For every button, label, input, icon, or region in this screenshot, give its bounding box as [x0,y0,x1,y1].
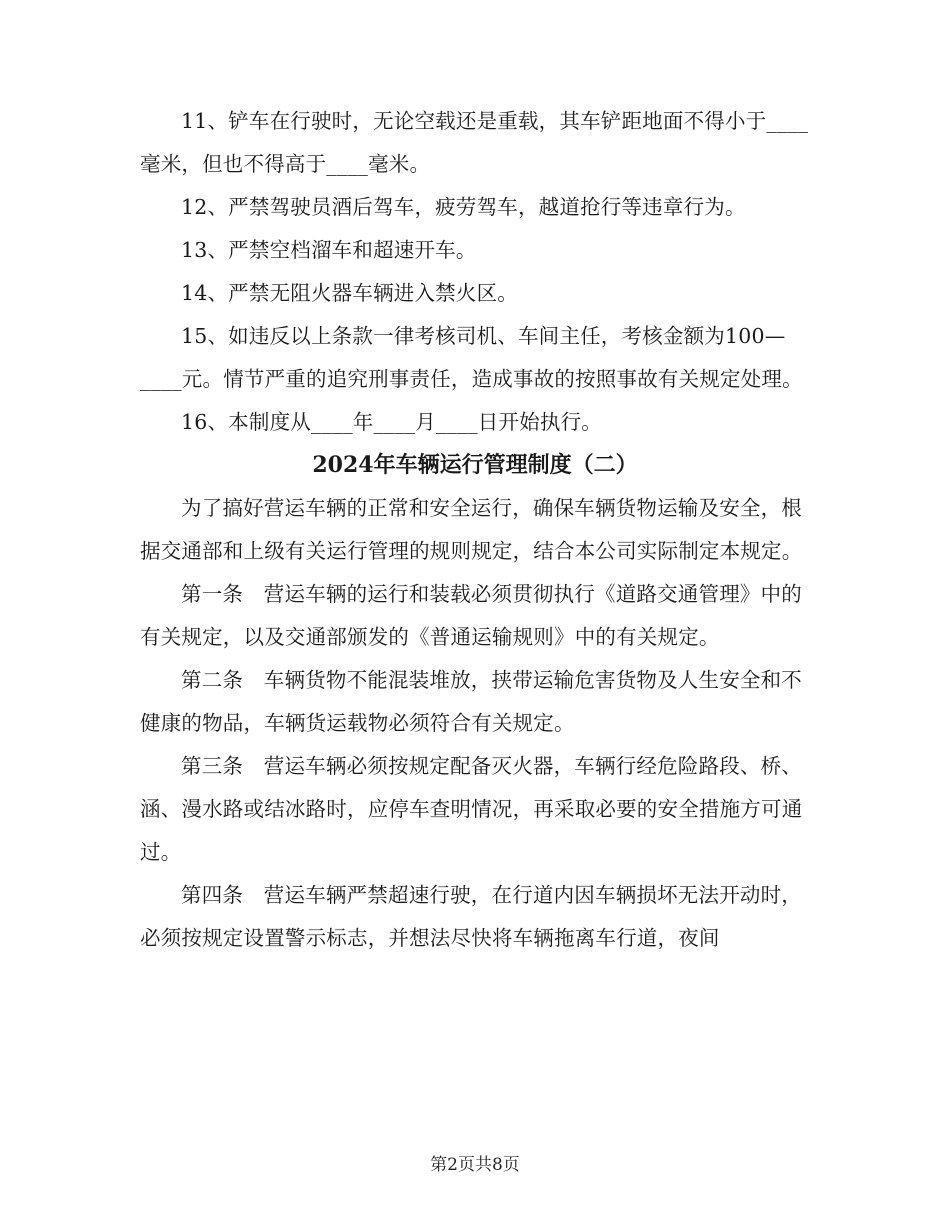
section-title: 2024年车辆运行管理制度（二） [312,452,638,478]
article-paragraph: 第一条 营运车辆的运行和装载必须贯彻执行《道路交通管理》中的有关规定，以及交通部颁发的《普通运输规则》中的有关规定。 [140,582,802,649]
article-paragraph: 第二条 车辆货物不能混装堆放，挟带运输危害货物及人生安全和不健康的物品，车辆货运载物必须符合有关规定。 [140,668,802,735]
list-item: 16、本制度从____年____月____日开始执行。 [181,410,602,434]
list-item: 11、铲车在行驶时，无论空载还是重载，其车铲距地面不得小于____毫米，但也不得高于____毫米。 [140,109,809,176]
article-paragraph: 第三条 营运车辆必须按规定配备灭火器，车辆行经危险路段、桥、涵、漫水路或结冰路时，应停车查明情况，再采取必要的安全措施方可通过。 [140,754,803,864]
list-item: 13、严禁空档溜车和超速开车。 [181,238,477,262]
page-footer: 第2页共8页 [430,1155,520,1175]
article-paragraph: 第四条 营运车辆严禁超速行驶，在行道内因车辆损坏无法开动时，必须按规定设置警示标志，并想法尽快将车辆拖离车行道，夜间 [140,883,802,950]
intro-paragraph: 为了搞好营运车辆的正常和安全运行，确保车辆货物运输及安全，根据交通部和上级有关运行管理的规则规定，结合本公司实际制定本规定。 [140,496,803,563]
list-item: 12、严禁驾驶员酒后驾车，疲劳驾车，越道抢行等违章行为。 [181,195,746,219]
document-body [140,100,810,960]
list-item: 14、严禁无阻火器车辆进入禁火区。 [181,281,518,305]
list-item: 15、如违反以上条款一律考核司机、车间主任，考核金额为100—____元。情节严重的追究刑事责任，造成事故的按照事故有关规定处理。 [140,324,803,391]
